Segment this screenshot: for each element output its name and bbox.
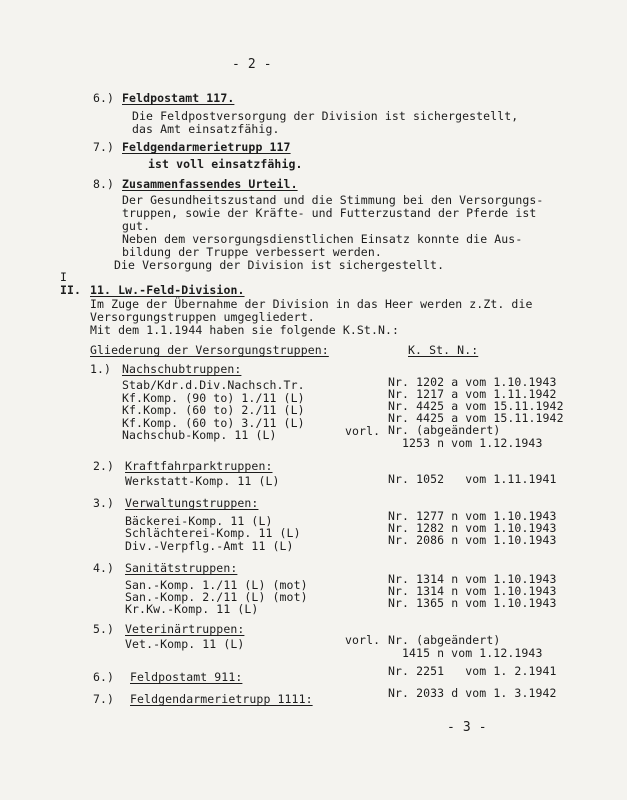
table-row-unit: Bäckerei-Komp. 11 (L) (125, 514, 273, 528)
group-2-number: 2.) (93, 459, 115, 473)
table-row-ref-continued: 1415 n vom 1.12.1943 (402, 646, 543, 660)
group-7-ref: Nr. 2033 d vom 1. 3.1942 (388, 686, 557, 700)
table-heading-left: Gliederung der Versorgungstruppen: (90, 343, 329, 357)
table-row-unit: San.-Komp. 1./11 (L) (mot) (125, 578, 308, 592)
table-row-unit: Kr.Kw.-Komp. 11 (L) (125, 602, 259, 616)
section-6-heading: Feldpostamt 117. (122, 91, 235, 105)
table-row-ref: Nr. (abgeändert) (388, 423, 501, 437)
section-7-heading: Feldgendarmerietrupp 117 (122, 140, 291, 154)
section-ii-intro-line: Im Zuge der Übernahme der Division in das Heer werden z.Zt. die (90, 297, 533, 311)
group-1-heading: Nachschubtruppen: (122, 362, 242, 376)
section-ii-intro-line: Mit dem 1.1.1944 haben sie folgende K.St.N.: (90, 323, 400, 337)
section-8-line: Neben dem versorgungsdienstlichen Einsatz konnte die Aus- (122, 232, 523, 246)
section-7-number: 7.) (93, 140, 115, 154)
table-row-ref: Nr. 1217 a vom 1.11.1942 (388, 387, 557, 401)
table-row-unit: Div.-Verpflg.-Amt 11 (L) (125, 539, 294, 553)
table-row-unit: Werkstatt-Komp. 11 (L) (125, 474, 280, 488)
group-5-heading: Veterinärtruppen: (125, 622, 245, 636)
section-8-heading: Zusammenfassendes Urteil. (122, 177, 298, 191)
table-row-ref: Nr. 1202 a vom 1.10.1943 (388, 375, 557, 389)
section-6-line: Die Feldpostversorgung der Division ist sichergestellt, (132, 109, 519, 123)
group-2-heading: Kraftfahrparktruppen: (125, 459, 273, 473)
group-6-heading: Feldpostamt 911: (130, 670, 243, 684)
table-row-ref: Nr. 1052 vom 1.11.1941 (388, 472, 557, 486)
table-row-ref-continued: 1253 n vom 1.12.1943 (402, 436, 543, 450)
section-ii-heading: 11. Lw.-Feld-Division. (90, 283, 245, 297)
margin-mark: I (60, 270, 68, 284)
table-row-ref: Nr. 1314 n vom 1.10.1943 (388, 584, 557, 598)
table-row-prefix: vorl. (345, 424, 381, 438)
section-8-line: gut. (122, 219, 151, 233)
table-row-prefix: vorl. (345, 633, 381, 647)
group-4-number: 4.) (93, 561, 115, 575)
section-6-line: das Amt einsatzfähig. (132, 122, 280, 136)
section-8-line: truppen, sowie der Kräfte- und Futterzustand der Pferde ist (122, 206, 537, 220)
table-row-ref: Nr. 2086 n vom 1.10.1943 (388, 533, 557, 547)
table-row-ref: Nr. 4425 a vom 15.11.1942 (388, 411, 564, 425)
group-7-number: 7.) (93, 692, 115, 706)
page-number-bottom: - 3 - (447, 720, 487, 735)
table-row-unit: Schlächterei-Komp. 11 (L) (125, 526, 301, 540)
group-3-number: 3.) (93, 496, 115, 510)
table-heading-right: K. St. N.: (408, 343, 479, 357)
section-8-line: Der Gesundheitszustand und die Stimmung bei den Versorgungs- (122, 193, 544, 207)
table-row-unit: Kf.Komp. (60 to) 2./11 (L) (122, 403, 305, 417)
section-7-line: ist voll einsatzfähig. (148, 157, 303, 171)
group-1-number: 1.) (90, 362, 112, 376)
table-row-unit: Nachschub-Komp. 11 (L) (122, 428, 277, 442)
group-6-number: 6.) (93, 670, 115, 684)
table-row-unit: Kf.Komp. (90 to) 1./11 (L) (122, 391, 305, 405)
group-4-heading: Sanitätstruppen: (125, 561, 238, 575)
table-row-unit: Stab/Kdr.d.Div.Nachsch.Tr. (122, 378, 305, 392)
group-5-number: 5.) (93, 622, 115, 636)
section-ii-intro-line: Versorgungstruppen umgegliedert. (90, 310, 315, 324)
table-row-ref: Nr. 1314 n vom 1.10.1943 (388, 572, 557, 586)
table-row-ref: Nr. 1282 n vom 1.10.1943 (388, 521, 557, 535)
section-ii-number: II. (60, 283, 82, 297)
section-8-line: Die Versorgung der Division ist sichergestellt. (114, 258, 445, 272)
table-row-ref: Nr. 1365 n vom 1.10.1943 (388, 596, 557, 610)
group-6-ref: Nr. 2251 vom 1. 2.1941 (388, 664, 557, 678)
section-8-number: 8.) (93, 177, 115, 191)
page-number-top: - 2 - (232, 57, 272, 72)
section-6-number: 6.) (93, 91, 115, 105)
group-7-heading: Feldgendarmerietrupp 1111: (130, 692, 313, 706)
table-row-unit: San.-Komp. 2./11 (L) (mot) (125, 590, 308, 604)
table-row-ref: Nr. (abgeändert) (388, 633, 501, 647)
table-row-ref: Nr. 4425 a vom 15.11.1942 (388, 399, 564, 413)
section-8-line: bildung der Truppe verbessert werden. (122, 245, 382, 259)
table-row-unit: Vet.-Komp. 11 (L) (125, 637, 245, 651)
group-3-heading: Verwaltungstruppen: (125, 496, 259, 510)
table-row-unit: Kf.Komp. (60 to) 3./11 (L) (122, 416, 305, 430)
table-row-ref: Nr. 1277 n vom 1.10.1943 (388, 509, 557, 523)
